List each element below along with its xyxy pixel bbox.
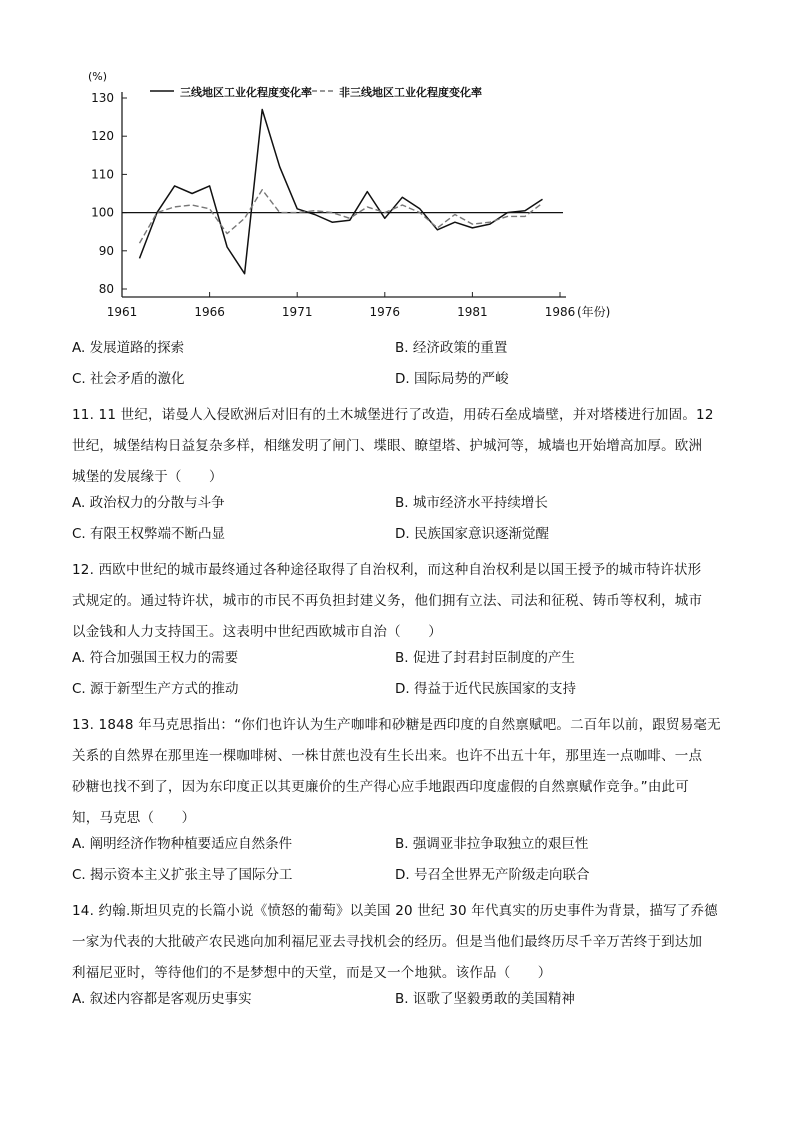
chart-legend: [150, 85, 482, 99]
q10-options-row-1: [72, 338, 732, 358]
q11-stem-line: 11. 11 世纪，诺曼人入侵欧洲后对旧有的土木城堡进行了改造，用砖石垒成墙壁，并对塔楼进行加固。12: [72, 407, 714, 423]
q12-options-row-2: [72, 679, 732, 699]
q14-stem-line: 利福尼亚时，等待他们的不是梦想中的天堂，而是又一个地狱。该作品（ ）: [72, 965, 552, 981]
y-tick-label: 130: [91, 91, 114, 105]
industrialization-chart: [0, 0, 794, 330]
x-tick-label: 1971: [281, 305, 313, 319]
q11-options-row-2: [72, 524, 732, 544]
q13-option-b[interactable]: B. 强调亚非拉争取独立的艰巨性: [395, 836, 589, 852]
q12-option-b[interactable]: B. 促进了封君封臣制度的产生: [395, 650, 575, 666]
legend-entry-sanxian-label: 三线地区工业化程度变化率: [180, 86, 312, 99]
q13-stem-line: 关系的自然界在那里连一棵咖啡树、一株甘蔗也没有生长出来。也许不出五十年，那里连一点咖啡、一点: [72, 748, 703, 764]
question-12: [72, 555, 732, 699]
chart-tick-labels: [88, 70, 610, 319]
x-tick-label: 1966: [194, 305, 225, 319]
q11-options-row-1: [72, 493, 732, 513]
question-14: [72, 896, 732, 1009]
q13-option-c[interactable]: C. 揭示资本主义扩张主导了国际分工: [72, 867, 293, 883]
q14-option-b[interactable]: B. 讴歌了坚毅勇敢的美国精神: [395, 991, 575, 1007]
q12-option-c[interactable]: C. 源于新型生产方式的推动: [72, 681, 239, 697]
q10-options-row-2: [72, 369, 732, 389]
q13-options-row-1: [72, 834, 732, 854]
y-unit-label: (%): [88, 70, 108, 83]
series-line-fei-sanxian: [140, 190, 543, 244]
q13-stem-line: 13. 1848 年马克思指出：“你们也许认为生产咖啡和砂糖是西印度的自然禀赋吧。二百年以前，跟贸易毫无: [72, 717, 721, 733]
q12-stem: [72, 555, 732, 648]
q12-options-row-1: [72, 648, 732, 668]
q12-stem-line: 12. 西欧中世纪的城市最终通过各种途径取得了自治权利，而这种自治权利是以国王授予的城市特许状形: [72, 562, 702, 578]
x-axis-unit-label: (年份): [577, 305, 611, 319]
x-tick-label: 1976: [369, 305, 401, 319]
q13-option-d[interactable]: D. 号召全世界无产阶级走向联合: [395, 867, 590, 883]
q11-option-d[interactable]: D. 民族国家意识逐渐觉醒: [395, 526, 549, 542]
x-tick-label: 1961: [106, 305, 138, 319]
q14-stem-line: 一家为代表的大批破产农民逃向加利福尼亚去寻找机会的经历。但是当他们最终历尽千辛万苦终于到达加: [72, 934, 703, 950]
q11-stem-line: 城堡的发展缘于（ ）: [72, 469, 223, 485]
question-content: [72, 338, 732, 1020]
q13-stem: [72, 710, 732, 834]
x-tick-label: 1986: [544, 305, 576, 319]
q13-option-a[interactable]: A. 阐明经济作物种植要适应自然条件: [72, 836, 293, 852]
q10-option-c[interactable]: C. 社会矛盾的激化: [72, 371, 185, 387]
q11-option-c[interactable]: C. 有限王权弊端不断凸显: [72, 526, 226, 542]
q11-stem-line: 世纪，城堡结构日益复杂多样，相继发明了闸门、堞眼、瞭望塔、护城河等，城墙也开始增高加厚。欧洲: [72, 438, 703, 454]
chart-series-lines: [140, 110, 543, 274]
y-tick-label: 80: [98, 282, 114, 296]
q11-option-a[interactable]: A. 政治权力的分散与斗争: [72, 495, 225, 511]
q13-stem-line: 知，马克思（ ）: [72, 810, 196, 826]
q13-stem-line: 砂糖也找不到了，因为东印度正以其更廉价的生产得心应手地跟西印度虚假的自然禀赋作竞争。”由此可: [72, 779, 689, 795]
y-tick-label: 110: [91, 167, 114, 182]
x-tick-label: 1981: [457, 305, 488, 319]
legend-entry-fei-sanxian-label: 非三线地区工业化程度变化率: [339, 86, 482, 99]
series-line-sanxian: [140, 110, 543, 274]
q14-stem: [72, 896, 732, 989]
chart-axes: [122, 92, 566, 297]
question-11: [72, 400, 732, 544]
y-tick-label: 90: [98, 243, 114, 258]
q12-option-d[interactable]: D. 得益于近代民族国家的支持: [395, 681, 576, 697]
q12-stem-line: 式规定的。通过特许状，城市的市民不再负担封建义务，他们拥有立法、司法和征税、铸币等权利，城市: [72, 593, 703, 609]
y-tick-label: 120: [91, 129, 114, 144]
question-13: [72, 710, 732, 885]
q10-option-a[interactable]: A. 发展道路的探索: [72, 340, 185, 356]
q14-stem-line: 14. 约翰.斯坦贝克的长篇小说《愤怒的葡萄》以美国 20 世纪 30 年代真实的历史事件为背景，描写了乔德: [72, 903, 718, 919]
q10-option-d[interactable]: D. 国际局势的严峻: [395, 371, 509, 387]
q11-option-b[interactable]: B. 城市经济水平持续增长: [395, 495, 548, 511]
q11-stem: [72, 400, 732, 493]
q10-option-b[interactable]: B. 经济政策的重置: [395, 340, 508, 356]
q13-options-row-2: [72, 865, 732, 885]
y-tick-label: 100: [91, 205, 114, 220]
q12-stem-line: 以金钱和人力支持国王。这表明中世纪西欧城市自治（ ）: [72, 624, 442, 640]
q14-options-row-1: [72, 989, 732, 1009]
q14-option-a[interactable]: A. 叙述内容都是客观历史事实: [72, 991, 252, 1007]
q12-option-a[interactable]: A. 符合加强国王权力的需要: [72, 650, 239, 666]
